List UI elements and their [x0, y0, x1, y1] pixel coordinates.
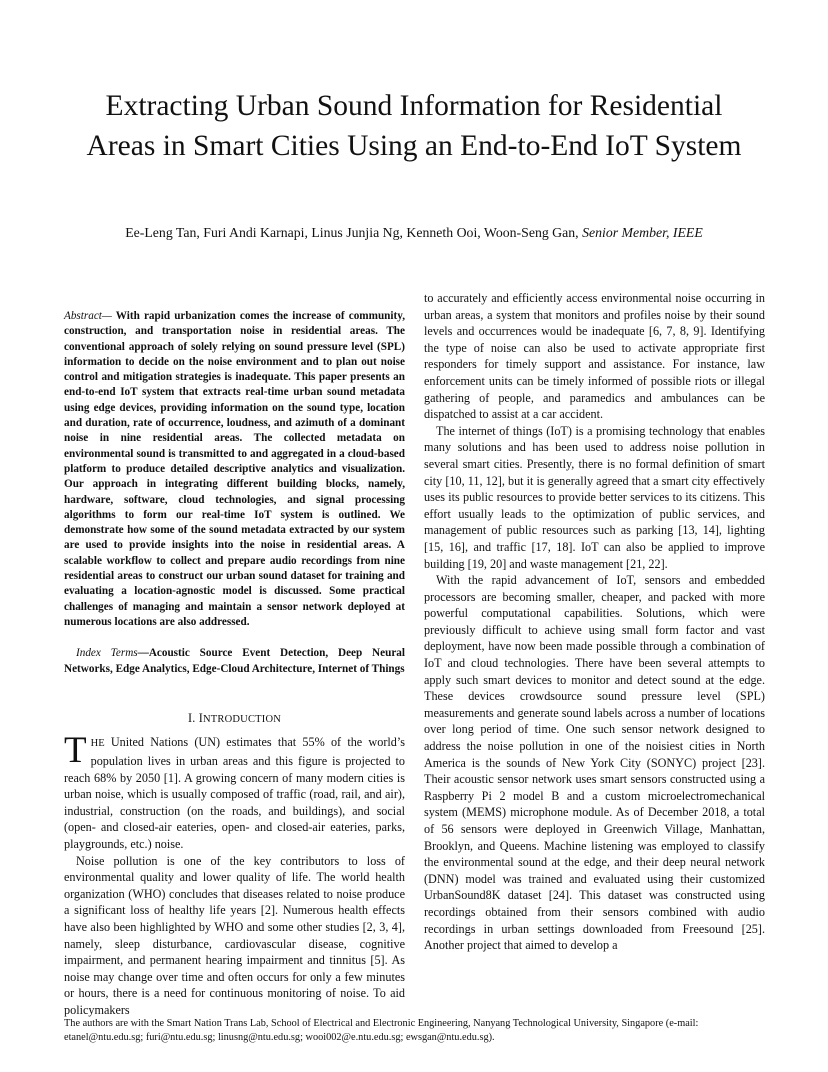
section-title-initial: I [198, 710, 203, 725]
index-terms-label: Index Terms [76, 647, 138, 660]
abstract [64, 309, 405, 630]
drop-cap-continuation: HE [90, 738, 105, 750]
intro-paragraph-1-text: United Nations (UN) estimates that 55% of the world’s population lives in urban areas and this figure is projected to reach 68% by 2050 [1]. A growing concern of many modern cities is urban noise, which is usually composed of traffic (road, rail, and air), industrial, construction (on the roads, and buildings), and social (open- and closed-air eateries, open- and closed-air eateries, parks, playgrounds, etc.) noise. [64, 735, 405, 851]
intro-paragraph-1 [64, 730, 405, 852]
paper-title: Extracting Urban Sound Information for Residential Areas in Smart Cities Using an End-to-End IoT System [86, 90, 742, 162]
index-terms-text: —Acoustic Source Event Detection, Deep Neural Networks, Edge Analytics, Edge-Cloud Architecture, Internet of Things [64, 647, 405, 675]
abstract-text: With rapid urbanization comes the increase of community, construction, and transportation noise in residential areas. The conventional approach of solely relying on sound pressure level (SPL) information to decide on the noise environment and to plan out noise control and mitigation strategies is inadequate. This paper presents an end-to-end IoT system that extracts real-time urban sound metadata using edge devices, providing information on the sound type, location and duration, rate of occurrence, loudness, and azimuth of a dominant noise in nine residential areas. The collected metadata on environmental sound is transmitted to and aggregated in a cloud-based platform to produce detailed descriptive analytics and visualization. Our approach in integrating different building blocks, namely, hardware, software, cloud technologies, and signal processing algorithms to form our real-time IoT system is outlined. We demonstrate how some of the sound metadata extracted by our system are used to provide insights into the noise in residential areas. A scalable workflow to collect and prepare audio recordings from nine residential areas to construct our urban sound dataset for training and evaluating a location-agnostic model is discussed. Some practical challenges of managing and maintain a sensor network deployed at numerous locations are also addressed. [64, 310, 405, 628]
author-membership: Senior Member, IEEE [582, 225, 703, 240]
abstract-label: Abstract— [64, 310, 112, 322]
author-names: Ee-Leng Tan, Furi Andi Karnapi, Linus Junjia Ng, Kenneth Ooi, Woon-Seng Gan, [125, 225, 579, 240]
intro-paragraph-2: Noise pollution is one of the key contributors to loss of environmental quality and lower quality of life. The world health organization (WHO) concludes that diseases related to noise produce a significant loss of healthy life years [2]. Numerous health effects have also been highlighted by WHO and some other studies [2, 3, 4], namely, sleep disturbance, cardiovascular disease, cognitive impairment, and permanent hearing impairment and tinnitus [5]. As noise may change over time and often occurs for only a few minutes or hours, there is a need for continuous monitoring of noise. To aid policymakers [64, 853, 405, 1017]
left-column [64, 309, 405, 1019]
intro-paragraph-4: With the rapid advancement of IoT, sensors and embedded processors are becoming smaller, cheaper, and packed with more powerful computational capabilities. Solutions, which were previously difficult to achieve using small form factor and vast deployment, have now been made possible through a combination of IoT and cloud technologies. There have been several attempts to apply such smart devices to monitor and detect sound at the edge. These devices crowdsource sound pressure level (SPL) measurements and generate sound labels across a number of locations over long period of time. One such sensor network designed to address the noise pollution in one of the noisiest cities in North America is the sounds of New York City (SONYC) project [23]. Their acoustic sensor network uses smart sensors constructed using a Raspberry Pi 2 model B and a custom microelectromechanical system (MEMS) microphone module. As of December 2018, a total of 56 sensors were deployed in Greenwich Village, Manhattan, Brooklyn, and Queens. Machine listening was employed to classify the environmental sound at the edge, and their deep neural network (DNN) model was trained and evaluated using their customized UrbanSound8K dataset [24]. This dataset was constructed using recordings obtained from their sensors combined with audio recordings in urban settings downloaded from Freesound [25]. Another project that aimed to develop a [424, 573, 765, 953]
intro-paragraph-2-continued: to accurately and efficiently access environmental noise occurring in urban areas, a system that monitors and profiles noise by their sound levels and occurrences would be inadequate [6, 7, 8, 9]. Identifying the type of noise can also be used to activate appropriate first responders for timely support and assistance. For instance, law enforcement units can be timely informed of possible riots or illegal gathering of people, and paramedics and ambulances can be dispatched to assist at a car accident. [424, 291, 765, 422]
index-terms [64, 646, 405, 677]
section-heading-introduction [64, 710, 405, 729]
author-line [100, 224, 728, 242]
section-numeral: I. [187, 710, 196, 725]
drop-cap: T [64, 730, 87, 772]
section-title-rest: NTRODUCTION [203, 713, 282, 725]
intro-paragraph-3: The internet of things (IoT) is a promising technology that enables many solutions and has been used to address noise pollution in several smart cities. Presently, there is no formal definition of smart city [10, 11, 12], but it is generally agreed that a smart city effectively uses its public resources to provide better services to its citizens. This effort usually leads to the optimization of public services, and management of public resources such as parking [13, 14], lighting [15, 16], and traffic [17, 18]. IoT can also be applied to improve building [19, 20] and waste management [21, 22]. [424, 423, 765, 571]
right-column [424, 290, 765, 954]
author-affiliation-footnote: The authors are with the Smart Nation Trans Lab, School of Electrical and Electronic Engineering, Nanyang Technological University, Singapore (e-mail: etanel@ntu.edu.sg; furi@ntu.edu.sg; linusng@ntu.edu.sg; wooi002@e.ntu.edu.sg; ewsgan@ntu.edu.sg). [64, 1018, 699, 1043]
